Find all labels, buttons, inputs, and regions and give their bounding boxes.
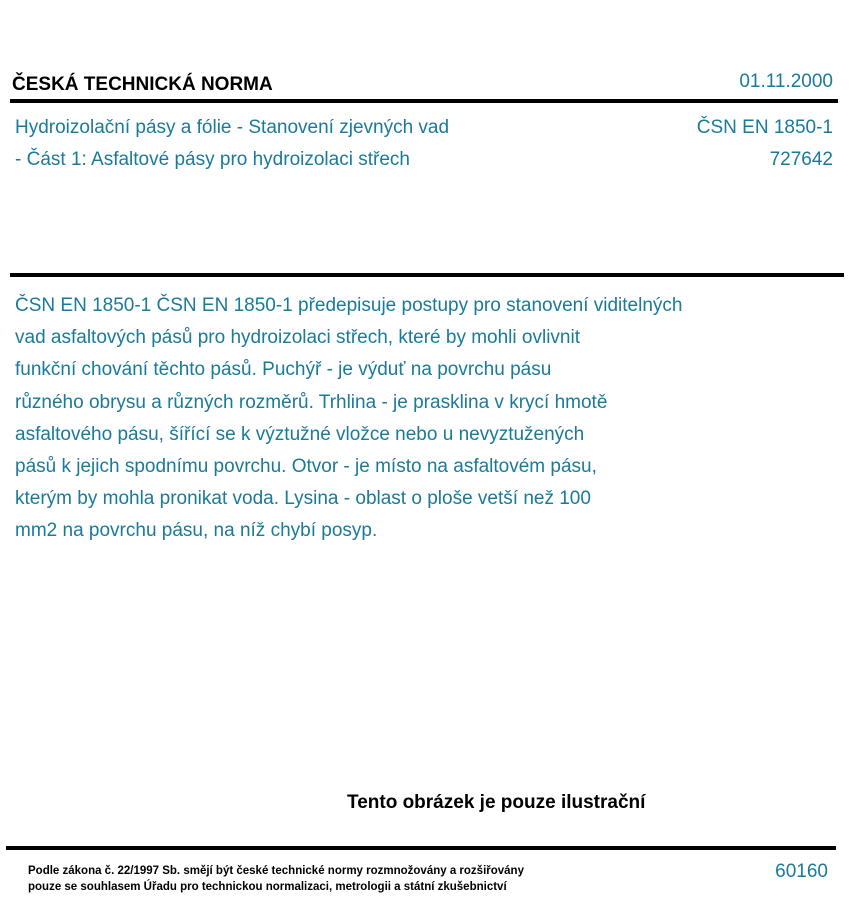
abstract-line: pásů k jejich spodnímu povrchu. Otvor - je místo na asfaltovém pásu, [15, 456, 597, 478]
illustration-note: Tento obrázek je pouze ilustrační [347, 792, 646, 813]
legal-notice-line: Podle zákona č. 22/1997 Sb. smějí být české technické normy rozmnožovány a rozšiřovány [28, 865, 524, 877]
catalog-number: 727642 [769, 149, 833, 170]
abstract-line: mm2 na povrchu pásu, na níž chybí posyp. [15, 520, 378, 542]
standard-title-line-2: - Část 1: Asfaltové pásy pro hydroizolaci střech [15, 149, 410, 170]
abstract-line: ČSN EN 1850-1 ČSN EN 1850-1 předepisuje postupy pro stanovení viditelných [15, 295, 683, 316]
legal-notice [28, 863, 524, 895]
abstract-line: kterým by mohla pronikat voda. Lysina - oblast o ploše vetší než 100 [15, 488, 591, 510]
abstract [15, 290, 815, 548]
standard-title-line-1: Hydroizolační pásy a fólie - Stanovení zjevných vad [15, 117, 450, 138]
header-divider [10, 99, 838, 103]
document-header-title: ČESKÁ TECHNICKÁ NORMA [12, 74, 273, 95]
abstract-line: vad asfaltových pásů pro hydroizolaci střech, které by mohli ovlivnit [15, 327, 580, 349]
title-divider [10, 273, 844, 277]
issue-date: 01.11.2000 [739, 71, 833, 92]
footer-number: 60160 [775, 861, 828, 882]
abstract-line: asfaltového pásu, šířící se k výztužné vložce nebo u nevyztužených [15, 423, 585, 445]
footer-divider [6, 846, 836, 850]
abstract-line: funkční chování těchto pásů. Puchýř - je výduť na povrchu pásu [15, 359, 552, 381]
legal-notice-line: pouze se souhlasem Úřadu pro technickou normalizaci, metrologii a státní zkušebnictví [28, 881, 507, 893]
standard-code: ČSN EN 1850-1 [696, 117, 833, 138]
abstract-line: různého obrysu a různých rozměrů. Trhlina - je prasklina v krycí hmotě [15, 391, 608, 413]
